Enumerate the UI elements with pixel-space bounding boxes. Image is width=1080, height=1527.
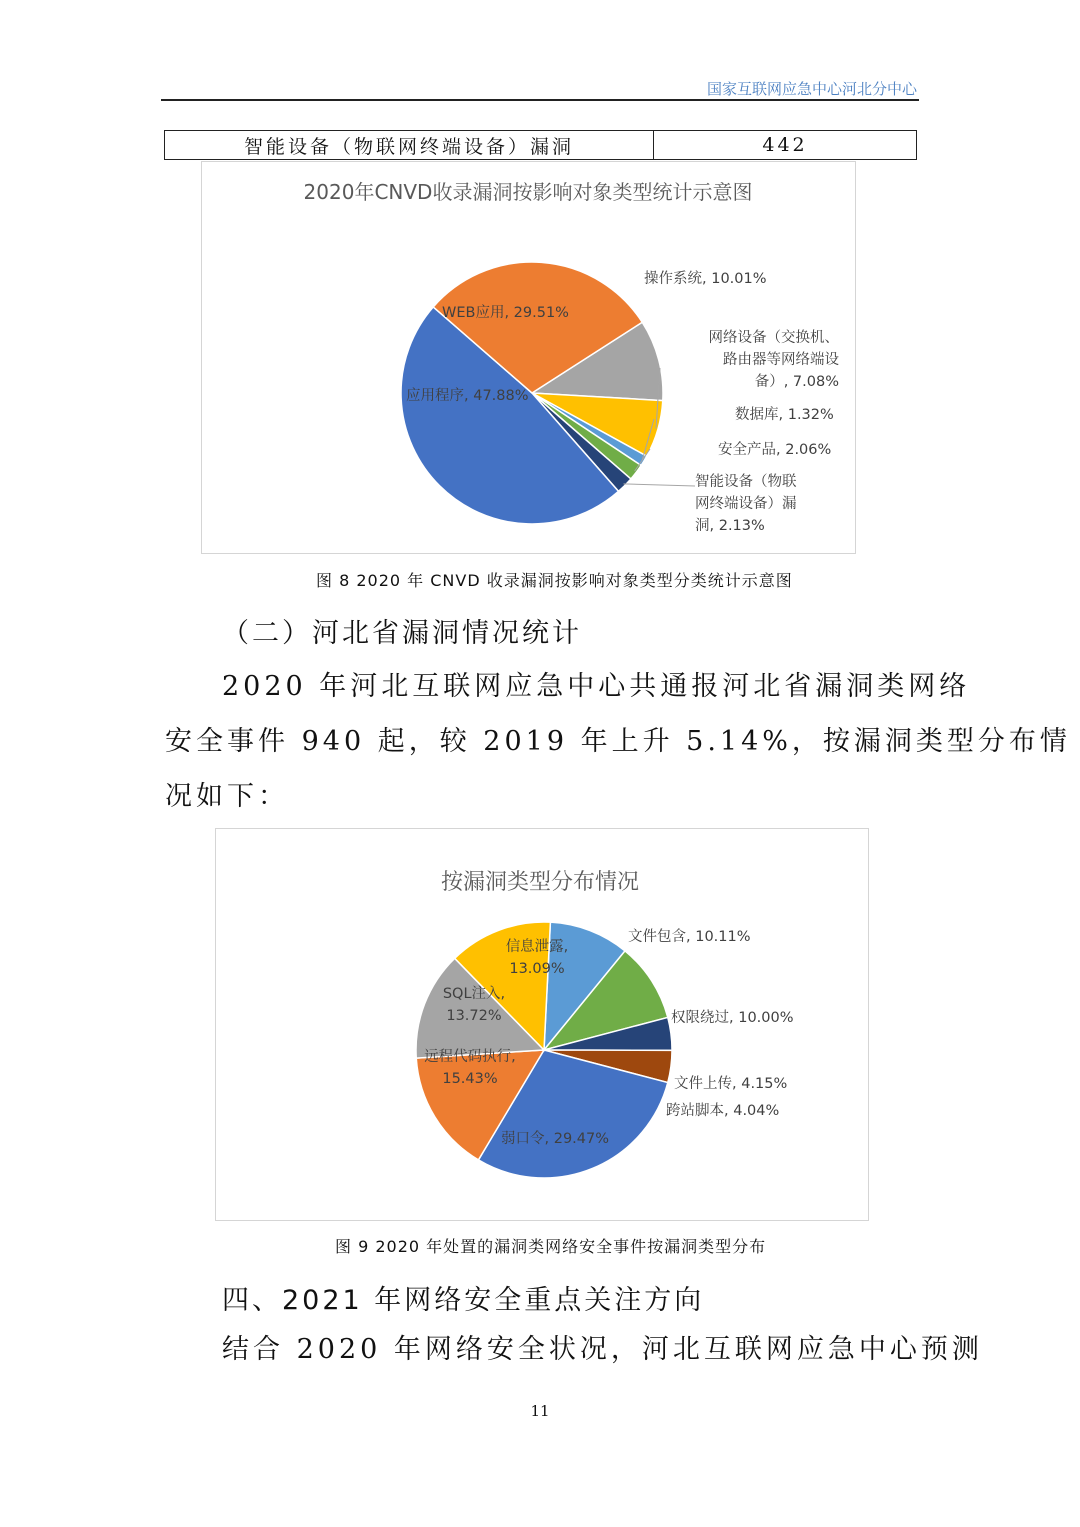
chart1-caption: 图 8 2020 年 CNVD 收录漏洞按影响对象类型分类统计示意图 <box>316 571 793 590</box>
header-divider <box>161 99 919 101</box>
pie-label: 权限绕过, 10.00% <box>671 1010 794 1026</box>
pie-label: 文件包含, 10.11% <box>628 929 751 945</box>
pie-label: 网络设备（交换机、路由器等网络端设备）, 7.08% <box>708 330 839 390</box>
paragraph-line: 2020 年河北互联网应急中心共通报河北省漏洞类网络 <box>222 671 971 702</box>
pie-label: 信息泄露, 13.09% <box>505 939 569 977</box>
table-cell-label: 智能设备（物联网终端设备）漏洞 <box>165 131 654 160</box>
header-org-name: 国家互联网应急中心河北分中心 <box>706 80 917 98</box>
leader-line <box>624 484 696 486</box>
pie-label: 应用程序, 47.88% <box>406 388 529 404</box>
pie-label: 智能设备（物联网终端设备）漏洞, 2.13% <box>695 474 797 534</box>
pie-label: SQL注入, 13.72% <box>442 986 506 1024</box>
chart2-pie <box>216 829 868 1220</box>
chart2-frame <box>215 828 869 1221</box>
section-heading-2021: 四、2021 年网络安全重点关注方向 <box>222 1285 705 1316</box>
pie-label: 数据库, 1.32% <box>735 407 834 423</box>
section-heading-hebei: （二）河北省漏洞情况统计 <box>222 618 582 649</box>
pie-label: 远程代码执行, 15.43% <box>424 1049 516 1087</box>
pie-label: 文件上传, 4.15% <box>674 1076 788 1092</box>
chart2-caption: 图 9 2020 年处置的漏洞类网络安全事件按漏洞类型分布 <box>335 1237 767 1256</box>
chart2-title: 按漏洞类型分布情况 <box>440 870 640 895</box>
chart1-title: 2020年CNVD收录漏洞按影响对象类型统计示意图 <box>303 180 753 204</box>
paragraph-line: 况如下： <box>165 781 289 812</box>
paragraph-line: 结合 2020 年网络安全状况，河北互联网应急中心预测 <box>222 1334 983 1365</box>
pie-label: WEB应用, 29.51% <box>442 305 569 321</box>
pie-label: 安全产品, 2.06% <box>718 442 832 458</box>
pie-label: 弱口令, 29.47% <box>501 1131 610 1147</box>
pie-label: 操作系统, 10.01% <box>644 271 767 287</box>
pie-label: 跨站脚本, 4.04% <box>666 1103 780 1119</box>
vulnerability-table <box>164 130 917 160</box>
page-number: 11 <box>530 1402 550 1420</box>
chart1-pie <box>202 162 855 553</box>
chart1-frame <box>201 161 856 554</box>
table-row <box>165 131 917 160</box>
paragraph-line: 安全事件 940 起，较 2019 年上升 5.14%，按漏洞类型分布情 <box>165 726 1071 757</box>
table-cell-value: 442 <box>654 131 917 160</box>
